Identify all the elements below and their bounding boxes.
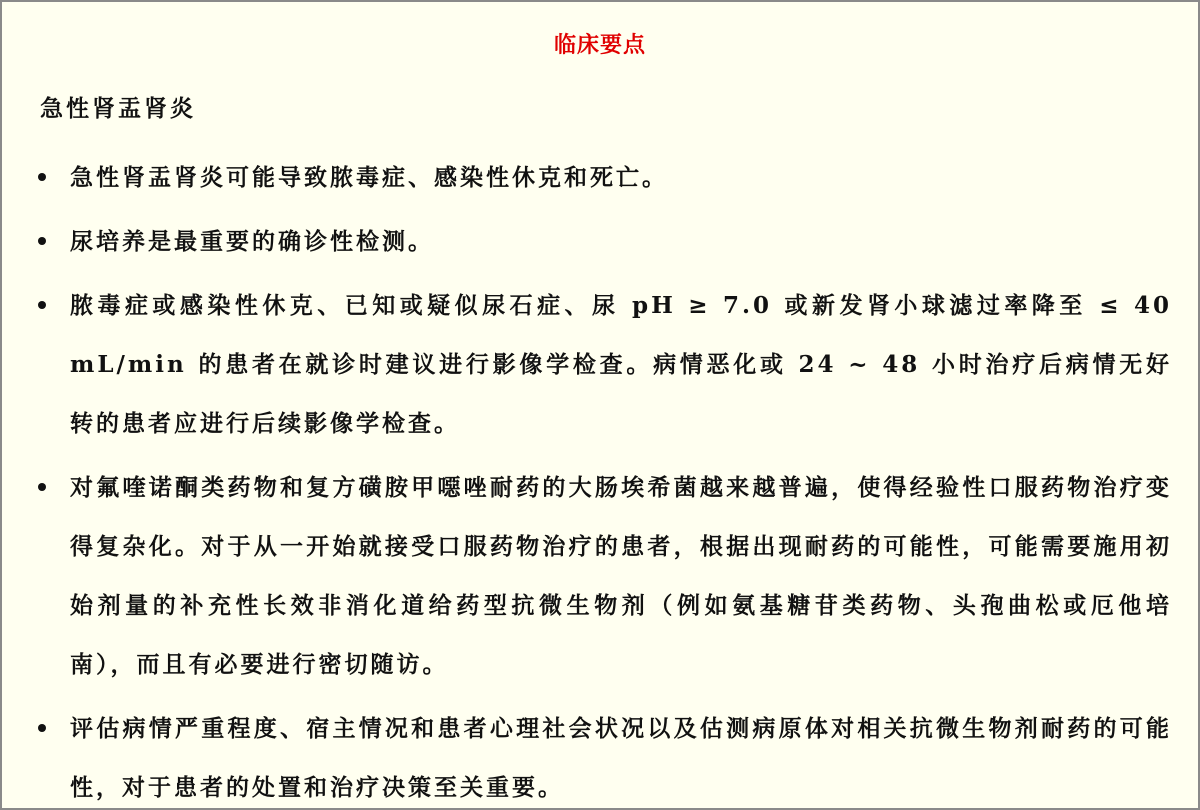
bullet-dot-icon bbox=[38, 237, 46, 245]
bullet-item bbox=[2, 148, 1198, 207]
bullet-text: 尿培养是最重要的确诊性检测。 bbox=[70, 228, 434, 255]
bullet-item bbox=[2, 212, 1198, 271]
bullet-list bbox=[2, 148, 1198, 810]
bullet-dot-icon bbox=[38, 301, 46, 309]
bullet-item bbox=[2, 699, 1198, 810]
section-title: 急性肾盂肾炎 bbox=[40, 95, 196, 122]
bullet-text: 急性肾盂肾炎可能导致脓毒症、感染性休克和死亡。 bbox=[70, 164, 668, 191]
bullet-text: 对氟喹诺酮类药物和复方磺胺甲噁唑耐药的大肠埃希菌越来越普遍，使得经验性口服药物治疗变得复杂化。对于从一开始就接受口服药物治疗的患者，根据出现耐药的可能性，可能需要施用初始剂量的补充性长效非消化道给药型抗微生物剂（例如氨基糖苷类药物、头孢曲松或厄他培南），而且有必要进行密切随访。 bbox=[70, 474, 1172, 678]
bullet-dot-icon bbox=[38, 483, 46, 491]
bullet-text: 脓毒症或感染性休克、已知或疑似尿石症、尿 pH ≥ 7.0 或新发肾小球滤过率降至 ≤ 40 mL/min 的患者在就诊时建议进行影像学检查。病情恶化或 24 ~ 48 小时治疗后病情无好转的患者应进行后续影像学检查。 bbox=[70, 292, 1172, 437]
bullet-dot-icon bbox=[38, 724, 46, 732]
box-title: 临床要点 bbox=[553, 32, 646, 58]
bullet-text: 评估病情严重程度、宿主情况和患者心理社会状况以及估测病原体对相关抗微生物剂耐药的可能性，对于患者的处置和治疗决策至关重要。 bbox=[70, 715, 1172, 801]
bullet-item bbox=[2, 458, 1198, 694]
bullet-item bbox=[2, 276, 1198, 453]
bullet-dot-icon bbox=[38, 173, 46, 181]
